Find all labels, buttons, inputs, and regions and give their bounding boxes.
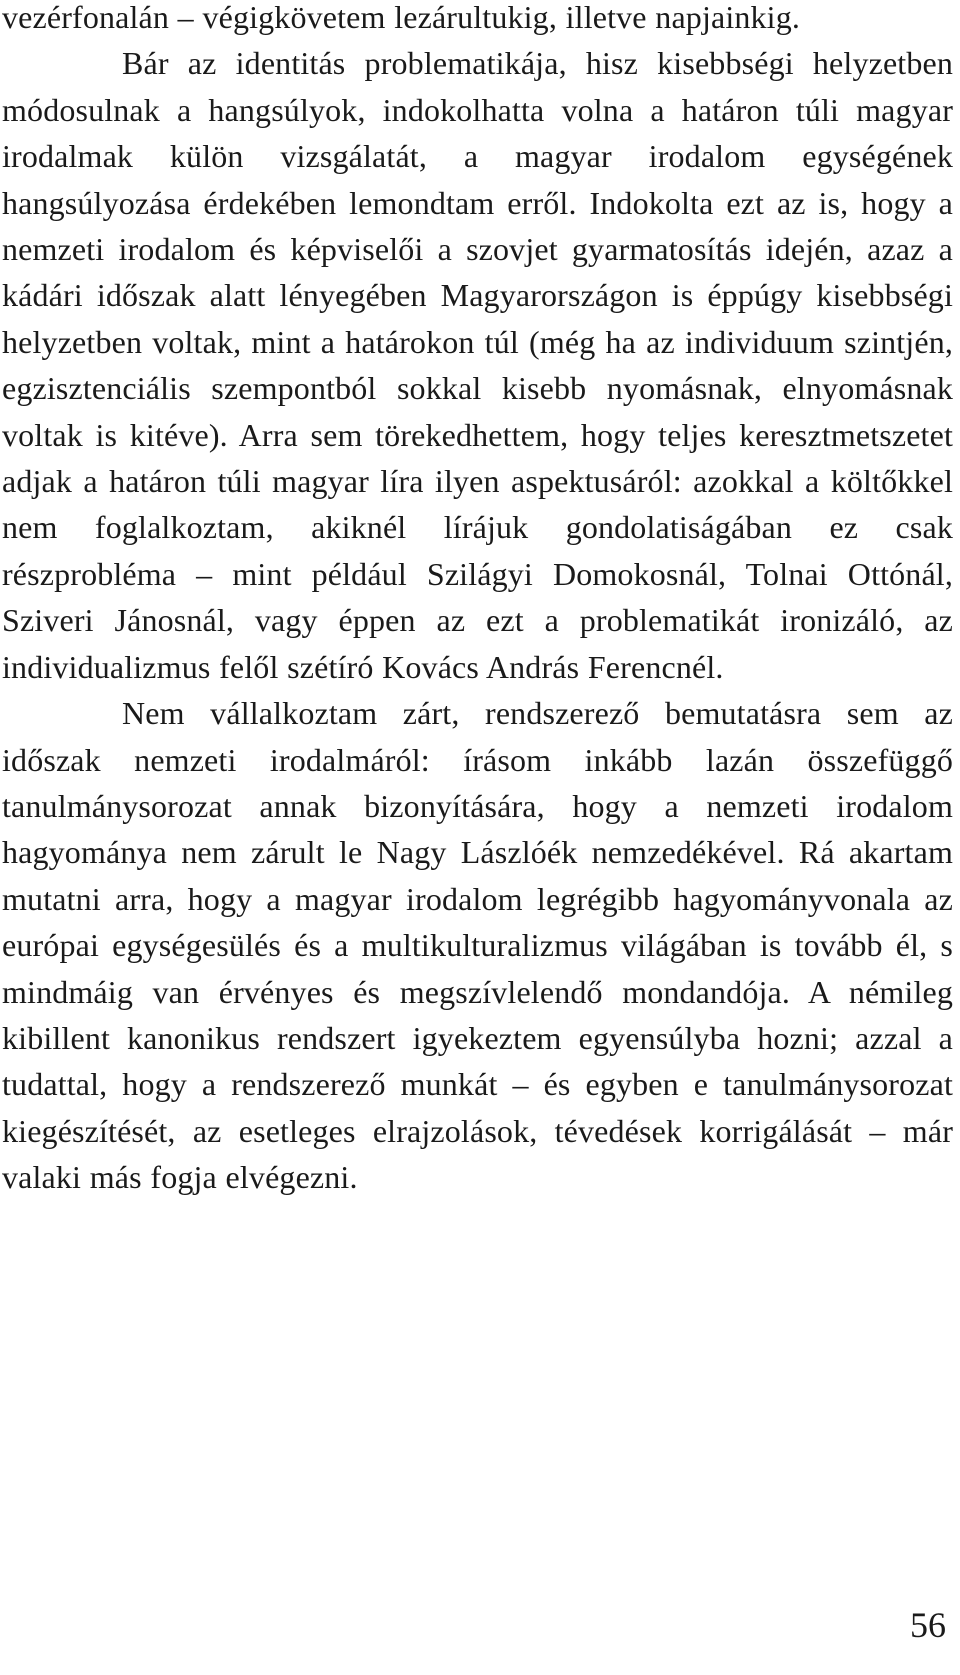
paragraph-continuation: vezérfonalán – végigkövetem lezárultukig, illetve napjainkig.: [2, 0, 801, 35]
page-number: 56: [910, 1605, 946, 1645]
paragraph-national-literature: Nem vállalkoztam zárt, rendszerező bemutatásra sem az időszak nemzeti irodalmáról: írásom inkább lazán összefüggő tanulmánysorozat annak bizonyítására, hogy a nemzeti irodalom hagyománya nem zárult le Nagy Lászlóék nemzedékével. Rá akartam mutatni arra, hogy a magyar irodalom legrégibb hagyományvonala az európai egységesülés és a multikulturalizmus világában is tovább él, s mindmáig van érvényes és megszívlelendő mondandója. A némileg kibillent kanonikus rendszert igyekeztem egyensúlyba hozni; azzal a tudattal, hogy a rendszerező munkát – és egyben e tanulmánysorozat kiegészítését, az esetleges elrajzolások, tévedések korrigálását – már valaki más fogja elvégezni.: [2, 695, 953, 1196]
text-body: [2, 0, 953, 1201]
paragraph-identity: Bár az identitás problematikája, hisz kisebbségi helyzetben módosulnak a hangsúlyok, indokolhatta volna a határon túli magyar irodalmak külön vizsgálatát, a magyar irodalom egységének hangsúlyozása érdekében lemondtam erről. Indokolta ezt az is, hogy a nemzeti irodalom és képviselői a szovjet gyarmatosítás idején, azaz a kádári időszak alatt lényegében Magyarországon is éppúgy kisebbségi helyzetben voltak, mint a határokon túl (még ha az individuum szintjén, egzisztenciális szempontból sokkal kisebb nyomásnak, elnyomásnak voltak is kitéve). Arra sem törekedhettem, hogy teljes keresztmetszetet adjak a határon túli magyar líra ilyen aspektusáról: azokkal a költőkkel nem foglalkoztam, akiknél lírájuk gondolatiságában ez csak részprobléma – mint például Szilágyi Domokosnál, Tolnai Ottónál, Sziveri Jánosnál, vagy éppen az ezt a problematikát ironizáló, az individualizmus felől szétíró Kovács András Ferencnél.: [2, 45, 953, 685]
